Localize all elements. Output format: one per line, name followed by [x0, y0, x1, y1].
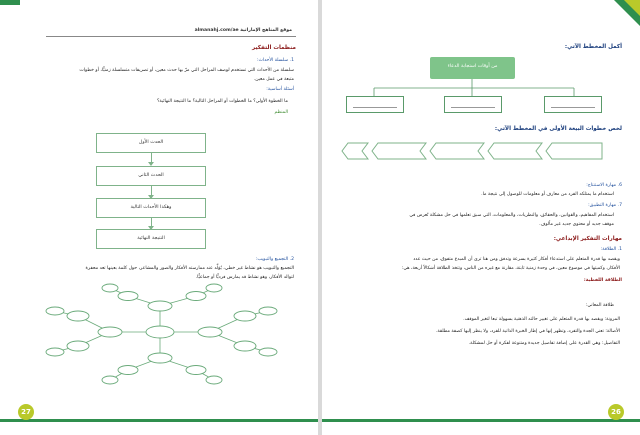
flow-box-4: النتيجة النهائية	[96, 229, 206, 249]
mind-map-diagram	[0, 0, 318, 435]
deduction-title: 6. مهارة الاستنتاج:	[586, 183, 622, 188]
complete-diagram-title: أكمل المخطط الآتي:	[564, 44, 622, 50]
creative-skills-title: مهارات التفكير الإبداعي:	[553, 236, 622, 242]
flexibility-text: المرونة: ويقصد بها قدرة المتعلم على تغيير حالته الذهنية بسهولة تبعا لتغير الموقف.	[463, 317, 620, 322]
elaboration-text: التفاصيل: وهي القدرة على إضافة تفاصيل جديدة ومتنوعة لفكرة أو حل لمشكلة.	[468, 341, 620, 346]
fluency-text-line2: الأفكار، وكميتها في موضوع معين، في وحدة زمنية ثابتة، مقارنة مع غيره من الناس، وتتخذ الطلاقة أشكالاً أربعة، هي:	[401, 266, 620, 271]
deduction-text: استخدام ما يمتلكه الفرد من معارف أو معلومات للوصول إلى نتيجة ما.	[481, 192, 614, 197]
questions-label: أسئلة أساسية:	[266, 87, 294, 92]
fluency-text-line1: ويقصد بها قدرة المتعلم على استدعاء أفكار كثيرة بسرعة وتدفق ومن هنا ترى أن المبدع متفوق، من حيث عدد	[413, 257, 620, 262]
top-node-label: من أوقات استجابة الدعاء	[447, 64, 498, 69]
grouping-title: 2. التجميع والتبويب:	[255, 257, 294, 262]
summarize-title: لخص خطوات البيعة الأولى في المخطط الآتي:	[494, 126, 622, 132]
sequence-desc-line1: سلسلة من الأحداث التي تستخدم لوصف المراحل التي مرّ بها حدث معين، أو تصريفات متسلسلة زمنيًّا، أو خطوات	[79, 68, 294, 73]
right-page	[322, 0, 640, 435]
questions-text: ما الخطوة الأولى؟ ما الخطوات أو المراحل التالية؟ ما النتيجة النهائية؟	[156, 99, 288, 104]
grouping-desc-line2: لتوالد الأفكار، وهو نشاط قد يمارس فرديًّا أو جماعيًّا.	[195, 275, 294, 280]
right-page-number: 26	[608, 404, 624, 420]
flow-box-3: وهكذا الأحداث التالية	[96, 198, 206, 218]
sequence-title: 1. سلسلة الأحداث:	[256, 58, 294, 63]
application-title: 7. مهارة التطبيق:	[588, 203, 622, 208]
left-footer-bar	[0, 419, 318, 422]
application-text-line1: استخدام المفاهيم، والقوانين، والحقائق، والنظريات، والمعلومات، التي سبق تعلمها في حل مشكلة تُعرض في	[409, 213, 614, 218]
right-footer-bar	[322, 419, 640, 422]
grouping-desc-line1: التجميع والتبويب هو نشاط غير خطي، يُوَلَّد عند ممارسته الأفكار والصور والمشاعر، حول كلمة بعينها تعد محفزة	[85, 266, 294, 271]
site-header: موقع المناهج الإماراتية almanahj.com/ae	[194, 28, 292, 33]
flow-box-1: الحدث الأول	[96, 133, 206, 153]
organizer-label: المنظم	[274, 110, 288, 115]
originality-text: الأصالة: تعني الجدة والتفرد، وتظهر إنها في إطار الخبرة الذاتية للفرد، ولا ينظر إليها كصفة مطلقة.	[435, 329, 620, 334]
semantic-fluency-label: طلاقة المعاني:	[585, 303, 614, 308]
left-page-number: 27	[18, 404, 34, 420]
left-page	[0, 0, 318, 435]
verbal-fluency-title: الطلاقة اللفظية:	[583, 278, 622, 283]
fluency-title: 1. الطلاقة:	[600, 247, 622, 252]
sequence-desc-line2: متبعة في عمل معين.	[253, 77, 294, 82]
application-text-line2: موقف جديد أو محتوى جديد غير مألوف.	[539, 222, 614, 227]
flow-box-2: الحدث الثاني	[96, 166, 206, 186]
section-title: منظمات التفكير	[252, 45, 296, 51]
steps-arrow-chain	[322, 0, 640, 170]
